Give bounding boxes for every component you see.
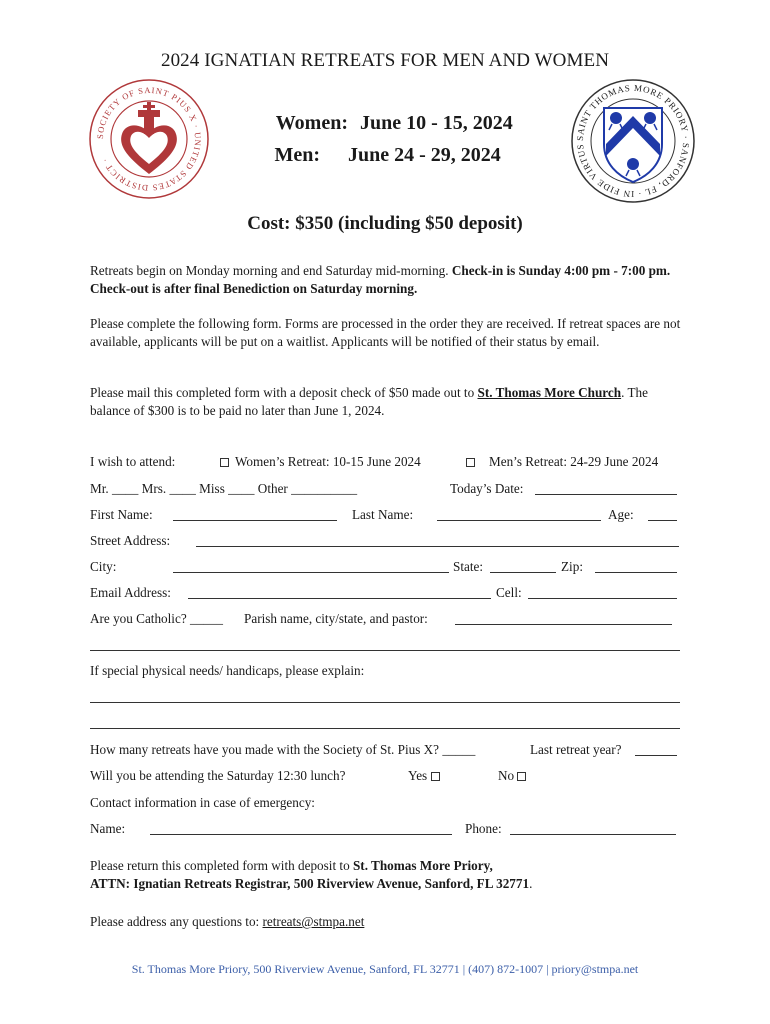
men-retreat-option[interactable] (466, 454, 658, 470)
todays-date-label: Today’s Date: (450, 481, 524, 496)
street-label: Street Address: (90, 533, 171, 548)
todays-date-field[interactable] (535, 494, 677, 495)
balance-text: . The balance of $300 is to be paid no later than June 1, 2024. (90, 385, 648, 418)
email-label: Email Address: (90, 585, 171, 600)
intro-schedule (90, 262, 690, 298)
age-field[interactable] (648, 520, 677, 521)
state-label: State: (453, 559, 484, 574)
parish-field-continued[interactable] (90, 650, 680, 651)
cell-label: Cell: (496, 585, 522, 600)
emergency-label: Contact information in case of emergency: (90, 795, 315, 810)
checkin-text: Check-in is Sunday 4:00 pm - 7:00 pm. Check-out is after final Benediction on Saturday morning. (90, 263, 671, 296)
men-dates-row (250, 144, 513, 176)
return-priory: St. Thomas More Priory, (352, 858, 493, 873)
attend-label: I wish to attend: (90, 454, 176, 469)
lunch-yes-option[interactable] (408, 768, 446, 784)
intro-instructions: Please complete the following form. Forms are processed in the order they are received. If retreat spaces are not available, applicants will be put on a waitlist. Applicants will be notified of their status by email. (90, 316, 681, 349)
men-dates: June 24 - 29, 2024 (348, 144, 501, 166)
payment-text: Please mail this completed form with a deposit check of $50 made out to (90, 385, 478, 400)
cost-line: Cost: $350 (including $50 deposit) (247, 213, 523, 234)
women-retreat-option[interactable] (220, 454, 421, 470)
last-name-field[interactable] (437, 520, 601, 521)
return-address: ATTN: Ignatian Retreats Registrar, 500 Riverview Avenue, Sanford, FL 32771 (90, 876, 530, 891)
lunch-no-label: No (498, 768, 515, 783)
city-field[interactable] (173, 572, 449, 573)
retreat-dates (250, 112, 513, 176)
priory-seal-icon (570, 78, 696, 204)
svg-text:SAINT THOMAS MORE PRIORY · SAN: SAINT THOMAS MORE PRIORY · SANFORD, FL · IN FIDE VIRTUS (574, 82, 692, 200)
retreats-email-link[interactable]: retreats@stmpa.net (262, 914, 365, 929)
special-needs-line-1[interactable] (90, 702, 680, 703)
payee-name: St. Thomas More Church (477, 385, 622, 400)
women-dates: June 10 - 15, 2024 (360, 112, 513, 134)
state-field[interactable] (490, 572, 556, 573)
women-option-label: Women’s Retreat: 10-15 June 2024 (235, 454, 421, 469)
special-needs-line-2[interactable] (90, 728, 680, 729)
lunch-no-checkbox[interactable] (517, 772, 526, 781)
lunch-yes-label: Yes (408, 768, 428, 783)
cell-field[interactable] (528, 598, 677, 599)
last-retreat-year-label: Last retreat year? (530, 742, 622, 757)
last-retreat-year-field[interactable] (635, 755, 677, 756)
title-options[interactable]: Mr. ____ Mrs. ____ Miss ____ Other __________ (90, 481, 358, 496)
city-label: City: (90, 559, 117, 574)
parish-field[interactable] (455, 624, 672, 625)
emergency-phone-field[interactable] (510, 834, 676, 835)
page-footer: St. Thomas More Priory, 500 Riverview Avenue, Sanford, FL 32771 | (407) 872-1007 | priory@stmpa.net (131, 962, 639, 976)
intro-payment (90, 384, 690, 420)
schedule-text: Retreats begin on Monday morning and end Saturday mid-morning. (90, 263, 452, 278)
emergency-name-label: Name: (90, 821, 126, 836)
emergency-name-field[interactable] (150, 834, 452, 835)
first-name-label: First Name: (90, 507, 153, 522)
sspx-seal-icon (88, 78, 210, 200)
email-field[interactable] (188, 598, 491, 599)
questions-text: Please address any questions to: (90, 914, 263, 929)
emergency-phone-label: Phone: (465, 821, 502, 836)
special-needs-label: If special physical needs/ handicaps, please explain: (90, 663, 365, 678)
women-label: Women: (275, 112, 348, 134)
men-option-label: Men’s Retreat: 24-29 June 2024 (489, 454, 659, 469)
parish-label: Parish name, city/state, and pastor: (244, 611, 428, 626)
first-name-field[interactable] (173, 520, 337, 521)
lunch-no-option[interactable] (498, 768, 532, 784)
questions-line (90, 913, 690, 931)
retreat-count-question[interactable]: How many retreats have you made with the Society of St. Pius X? _____ (90, 742, 476, 757)
street-field[interactable] (196, 546, 679, 547)
men-retreat-checkbox[interactable] (466, 458, 475, 467)
zip-label: Zip: (561, 559, 583, 574)
return-period: . (529, 876, 533, 891)
return-instructions (90, 857, 690, 893)
document-title: 2024 IGNATIAN RETREATS FOR MEN AND WOMEN (160, 50, 610, 71)
lunch-yes-checkbox[interactable] (431, 772, 440, 781)
zip-field[interactable] (595, 572, 677, 573)
catholic-question[interactable]: Are you Catholic? _____ (90, 611, 223, 626)
return-text: Please return this completed form with deposit to (90, 858, 353, 873)
lunch-question: Will you be attending the Saturday 12:30 lunch? (90, 768, 346, 783)
last-name-label: Last Name: (352, 507, 414, 522)
men-label: Men: (274, 144, 320, 166)
svg-text:SOCIETY OF SAINT PIUS X · UNIT: SOCIETY OF SAINT PIUS X · UNITED STATES DISTRICT · (94, 84, 204, 194)
women-dates-row (250, 112, 513, 144)
age-label: Age: (608, 507, 634, 522)
women-retreat-checkbox[interactable] (220, 458, 229, 467)
